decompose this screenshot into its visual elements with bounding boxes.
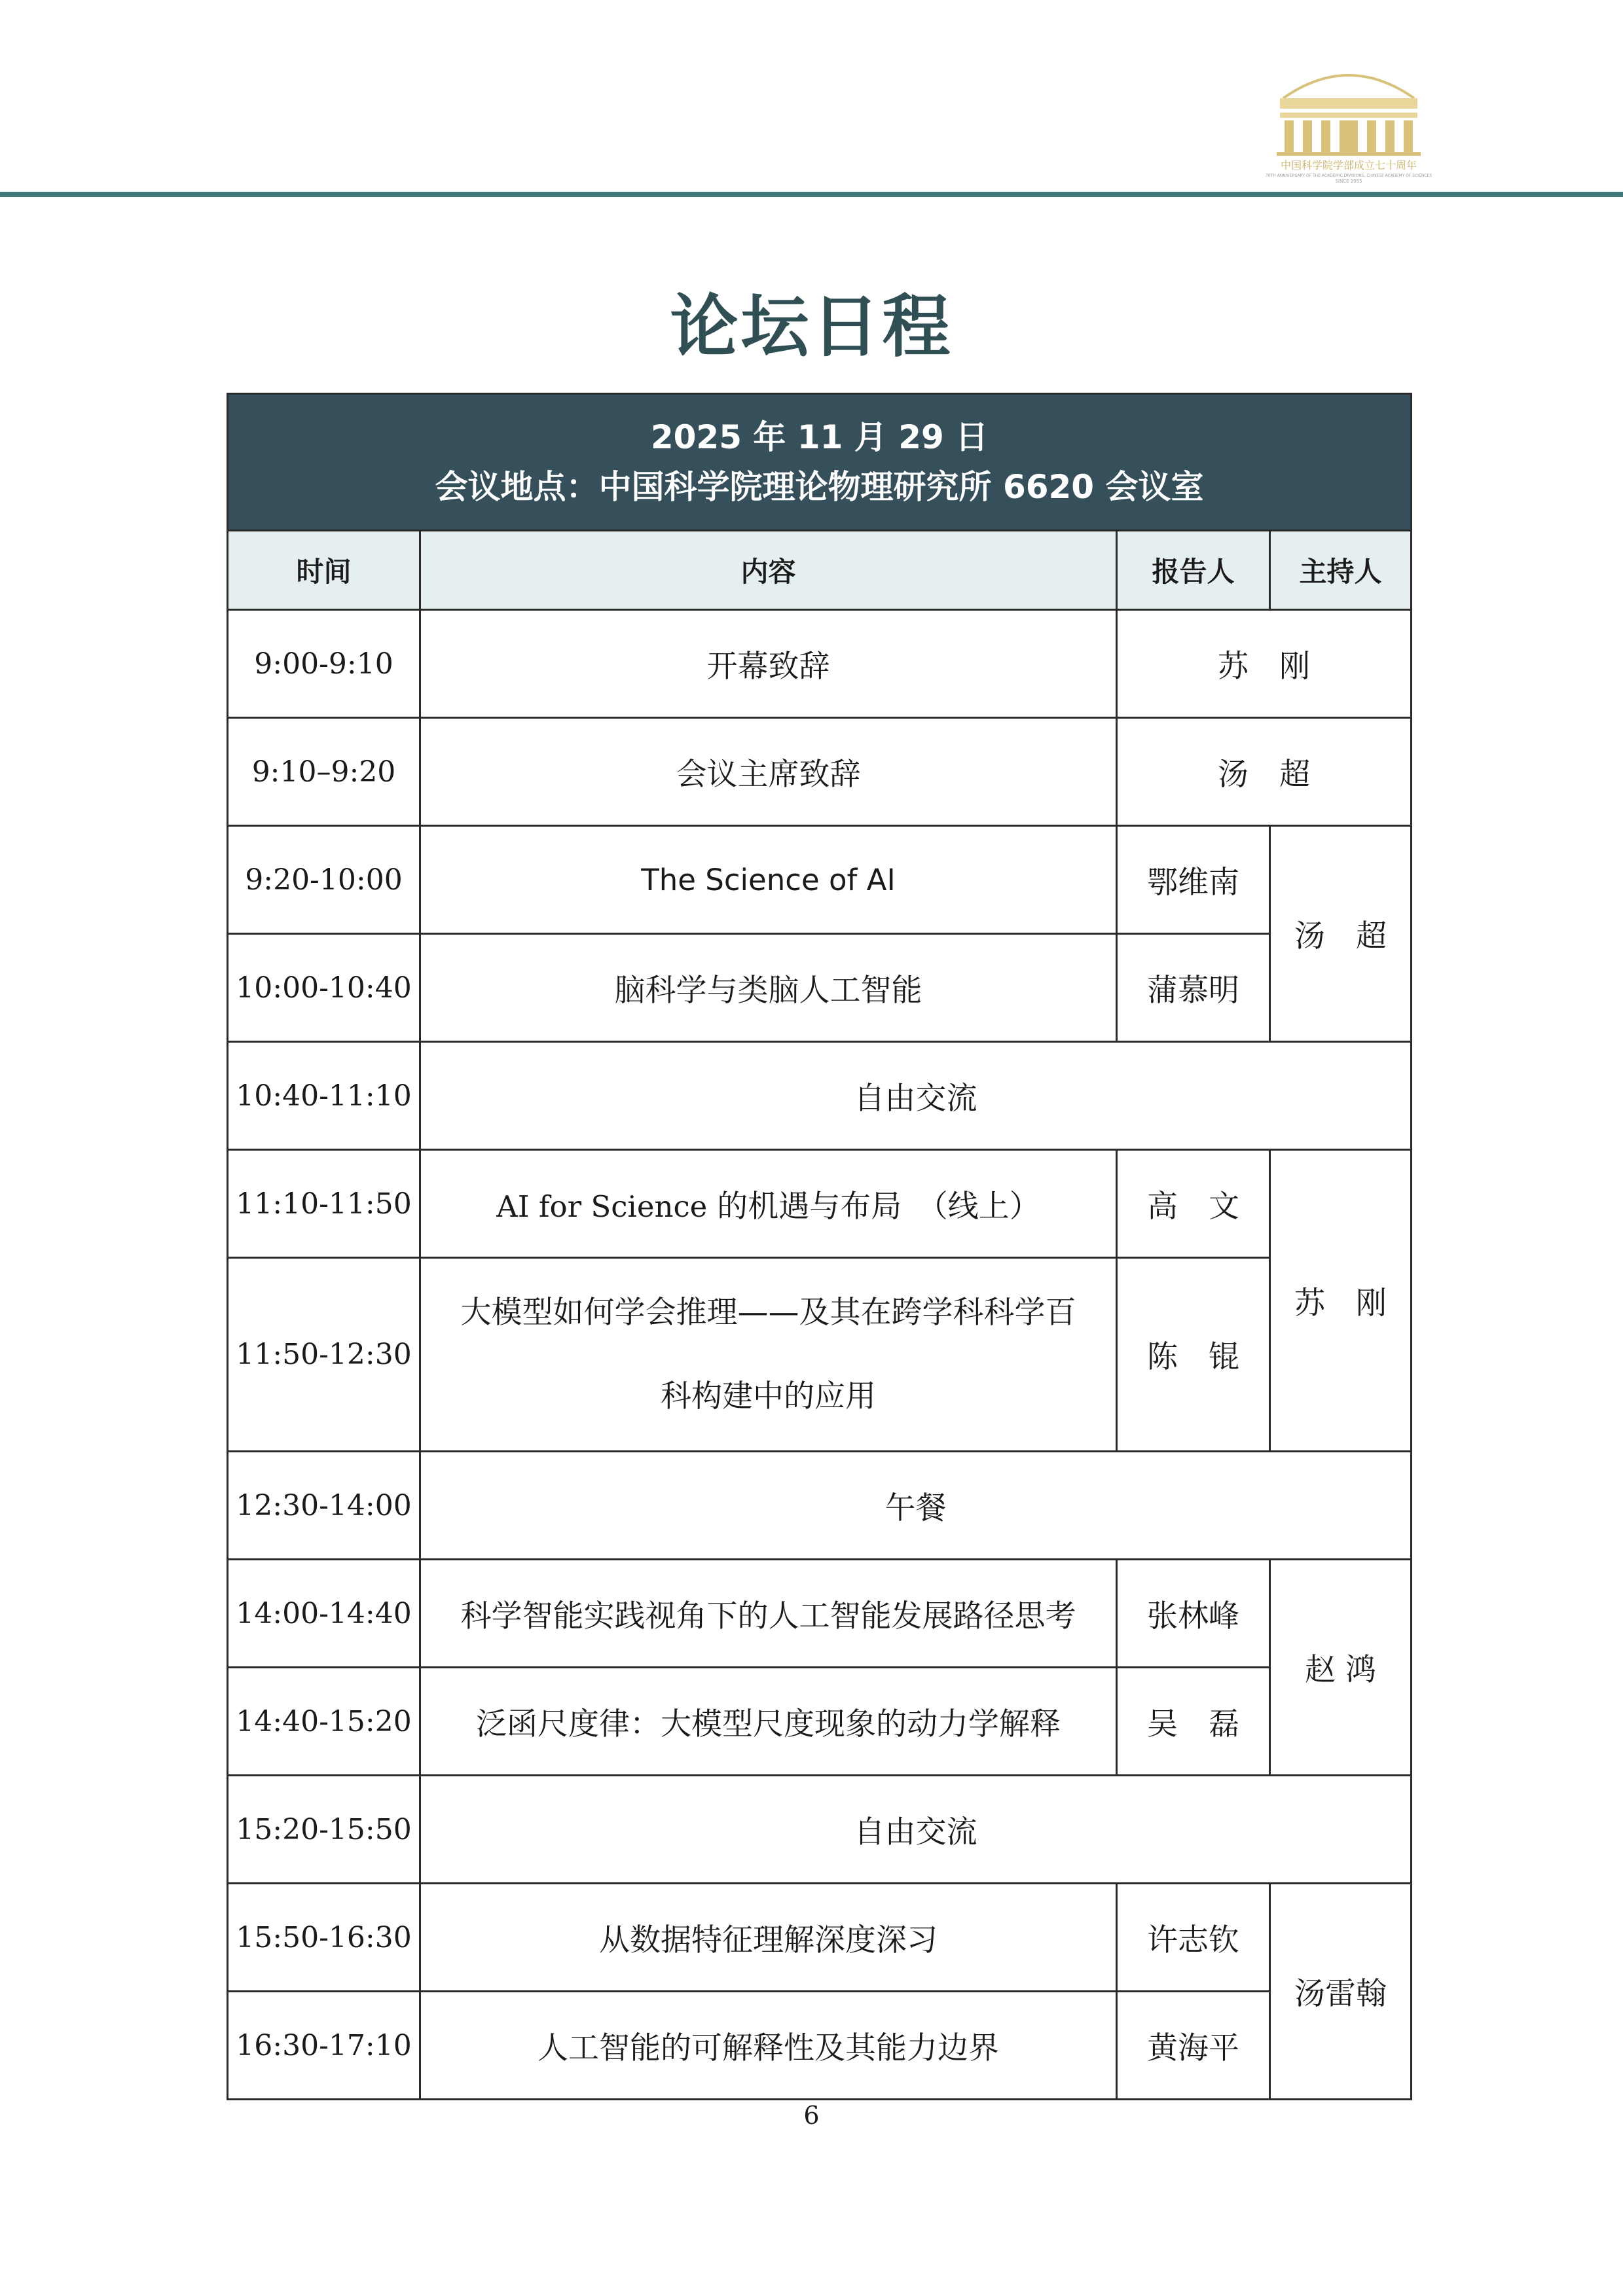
row-time: 11:50-12:30 (228, 1258, 420, 1452)
row-content: 泛函尺度律：大模型尺度现象的动力学解释 (420, 1668, 1117, 1776)
table-row (228, 1560, 1412, 1668)
table-row (228, 1150, 1412, 1258)
row-time: 10:40-11:10 (228, 1042, 420, 1150)
table-row (228, 610, 1412, 718)
table-row (228, 826, 1412, 934)
row-content-cn: 的机遇与布局 （线上） (707, 1188, 1040, 1225)
row-speaker: 黄海平 (1117, 1992, 1270, 2100)
row-host: 赵 鸿 (1270, 1560, 1412, 1776)
row-content: 科学智能实践视角下的人工智能发展路径思考 (420, 1560, 1117, 1668)
row-content: 脑科学与类脑人工智能 (420, 934, 1117, 1042)
row-time: 12:30-14:00 (228, 1452, 420, 1560)
row-content: 人工智能的可解释性及其能力边界 (420, 1992, 1117, 2100)
row-content: 开幕致辞 (420, 610, 1117, 718)
row-content: 午餐 (420, 1452, 1412, 1560)
table-row (228, 934, 1412, 1042)
table-row (228, 1992, 1412, 2100)
table-row (228, 1042, 1412, 1150)
banner-row (228, 394, 1412, 531)
page-number: 6 (803, 2101, 820, 2130)
col-header-speaker: 报告人 (1117, 531, 1270, 610)
academy-logo (1211, 52, 1486, 183)
page-title: 论坛日程 (670, 287, 953, 367)
table-row (228, 1258, 1412, 1452)
row-speaker: 吴 磊 (1117, 1668, 1270, 1776)
col-header-host: 主持人 (1270, 531, 1412, 610)
row-time: 14:00-14:40 (228, 1560, 420, 1668)
table-row (228, 1776, 1412, 1884)
row-speaker: 陈 锟 (1117, 1258, 1270, 1452)
row-time: 16:30-17:10 (228, 1992, 420, 2100)
row-time: 11:10-11:50 (228, 1150, 420, 1258)
row-time: 9:20-10:00 (228, 826, 420, 934)
row-content-line1: 大模型如何学会推理——及其在跨学科科学百 (460, 1294, 1076, 1331)
table-row (228, 718, 1412, 826)
column-header-row (228, 531, 1412, 610)
row-host: 汤 超 (1270, 826, 1412, 1042)
row-content-latin: AI for Science (496, 1189, 708, 1224)
table-row (228, 1884, 1412, 1992)
row-speaker: 许志钦 (1117, 1884, 1270, 1992)
row-speaker: 蒲慕明 (1117, 934, 1270, 1042)
banner-date: 2025 年 11 月 29 日 (650, 418, 989, 456)
banner (228, 394, 1412, 531)
row-time: 10:00-10:40 (228, 934, 420, 1042)
banner-venue: 会议地点：中国科学院理论物理研究所 6620 会议室 (435, 468, 1204, 506)
row-host: 汤雷翰 (1270, 1884, 1412, 2100)
row-content (420, 1150, 1117, 1258)
row-time: 14:40-15:20 (228, 1668, 420, 1776)
logo-en-text: 70TH ANNIVERSARY OF THE ACADEMIC DIVISIONS, CHINESE ACADEMY OF SCIENCES (1265, 173, 1432, 178)
row-content: 自由交流 (420, 1042, 1412, 1150)
col-header-time: 时间 (228, 531, 420, 610)
row-time: 15:20-15:50 (228, 1776, 420, 1884)
col-header-content: 内容 (420, 531, 1117, 610)
row-speaker: 张林峰 (1117, 1560, 1270, 1668)
row-content: 从数据特征理解深度深习 (420, 1884, 1117, 1992)
row-time: 9:10–9:20 (228, 718, 420, 826)
logo-cn-text: 中国科学院学部成立七十周年 (1280, 159, 1417, 171)
row-content: 会议主席致辞 (420, 718, 1117, 826)
table-row (228, 1452, 1412, 1560)
header-rule (0, 192, 1623, 197)
row-content (420, 1258, 1117, 1452)
logo-since-text: SINCE 1955 (1335, 179, 1362, 183)
row-time: 15:50-16:30 (228, 1884, 420, 1992)
building-logo-icon (1211, 52, 1486, 183)
row-time: 9:00-9:10 (228, 610, 420, 718)
row-speaker: 汤 超 (1117, 718, 1412, 826)
table-row (228, 1668, 1412, 1776)
row-content: The Science of AI (420, 826, 1117, 934)
schedule-table (227, 393, 1412, 2100)
row-speaker: 苏 刚 (1117, 610, 1412, 718)
row-speaker: 鄂维南 (1117, 826, 1270, 934)
row-host: 苏 刚 (1270, 1150, 1412, 1452)
row-speaker: 高 文 (1117, 1150, 1270, 1258)
row-content: 自由交流 (420, 1776, 1412, 1884)
row-content-line2: 科构建中的应用 (661, 1378, 876, 1414)
